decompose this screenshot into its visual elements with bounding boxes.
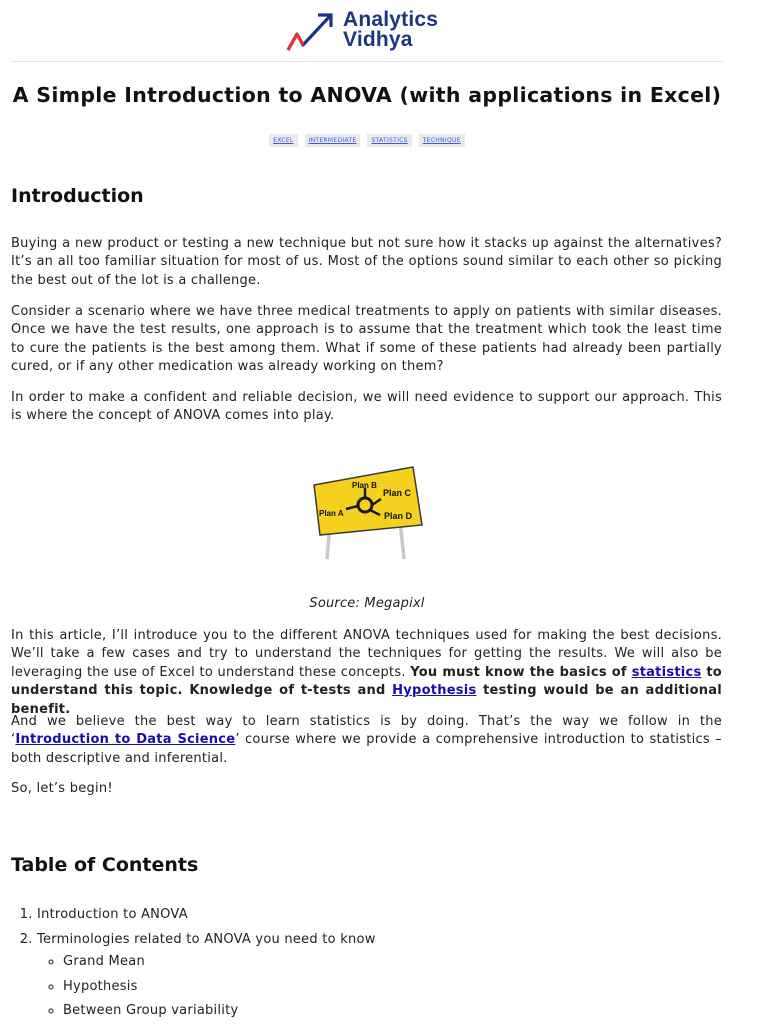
- toc-item[interactable]: [37, 906, 376, 924]
- tag-intermediate[interactable]: INTERMEDIATE: [305, 134, 361, 147]
- article-overview-paragraph: [11, 627, 722, 719]
- toc-subitem[interactable]: ◦ Hypothesis: [63, 978, 376, 996]
- toc-sublist: [37, 953, 376, 1020]
- tag-excel[interactable]: EXCEL: [269, 134, 297, 147]
- tag-list: [0, 134, 734, 147]
- toc-item-label: Introduction to ANOVA: [37, 907, 188, 922]
- prerequisite-text-3: testing would be an additional benefit.: [11, 683, 722, 717]
- plan-c-label: Plan C: [383, 488, 412, 498]
- logo-wordmark: [343, 10, 438, 50]
- overview-text: In this article, I’ll introduce you to the different ANOVA techniques used for making the best decisions. We’ll take a few cases and try to understand the techniques for getting the results. We will also be leveraging the use of Excel to understand these concepts.: [11, 628, 722, 680]
- course-text-1: And we believe the best way to learn statistics is by doing. That’s the way we follow in the ‘: [11, 714, 722, 748]
- logo-line-1: Analytics: [343, 8, 439, 31]
- logo-line-2: Vidhya: [343, 28, 413, 51]
- plan-a-label: Plan A: [319, 509, 344, 518]
- plan-d-label: Plan D: [384, 511, 413, 521]
- course-text-2: ’ course where we provide a comprehensive introduction to statistics – both descriptive and inferential.: [11, 732, 722, 766]
- article-title: A Simple Introduction to ANOVA (with applications in Excel): [12, 83, 722, 107]
- intro-paragraph-3: In order to make a confident and reliable decision, we will need evidence to support our approach. This is where the concept of ANOVA comes into play.: [11, 390, 722, 424]
- intro-paragraph-1: Buying a new product or testing a new technique but not sure how it stacks up against the alternatives? It’s an all too familiar situation for most of us. Most of the options sound similar to each other so picking the best out of the lot is a challenge.: [11, 236, 722, 288]
- begin-paragraph: So, let’s begin!: [11, 781, 113, 796]
- table-of-contents: [11, 906, 376, 1027]
- tag-statistics[interactable]: STATISTICS: [367, 134, 411, 147]
- prerequisite-text-2: to understand this topic. Knowledge of t-tests and: [11, 664, 722, 699]
- toc-subitem[interactable]: ◦ Between Group variability: [63, 1002, 376, 1020]
- analytics-vidhya-logo[interactable]: [286, 10, 486, 56]
- logo-graph-icon: [286, 12, 338, 54]
- introduction-heading: Introduction: [11, 185, 144, 207]
- toc-item[interactable]: [37, 931, 376, 1020]
- intro-paragraph-2: Consider a scenario where we have three medical treatments to apply on patients with similar diseases. Once we have the test results, one approach is to assume that the treatment which took the least time to cure the patients is the best among them. What if some of these patients had already been partially cured, or if any other medication was already working on them?: [11, 304, 722, 375]
- toc-item-label: Terminologies related to ANOVA you need to know: [37, 932, 376, 947]
- hypothesis-link[interactable]: Hypothesis: [392, 683, 477, 699]
- plan-b-label: Plan B: [352, 481, 377, 490]
- intro-to-data-science-link[interactable]: Introduction to Data Science: [15, 732, 236, 748]
- plan-sign-image: [310, 463, 426, 563]
- header-divider: [11, 61, 723, 62]
- statistics-link[interactable]: statistics: [631, 664, 702, 680]
- course-paragraph: [11, 713, 722, 768]
- image-caption: Source: Megapixl: [309, 596, 425, 611]
- toc-heading: Table of Contents: [11, 854, 199, 876]
- tag-technique[interactable]: TECHNIQUE: [419, 134, 465, 147]
- prerequisite-text-1: You must know the basics of: [410, 664, 632, 680]
- toc-subitem[interactable]: ◦ Grand Mean: [63, 953, 376, 971]
